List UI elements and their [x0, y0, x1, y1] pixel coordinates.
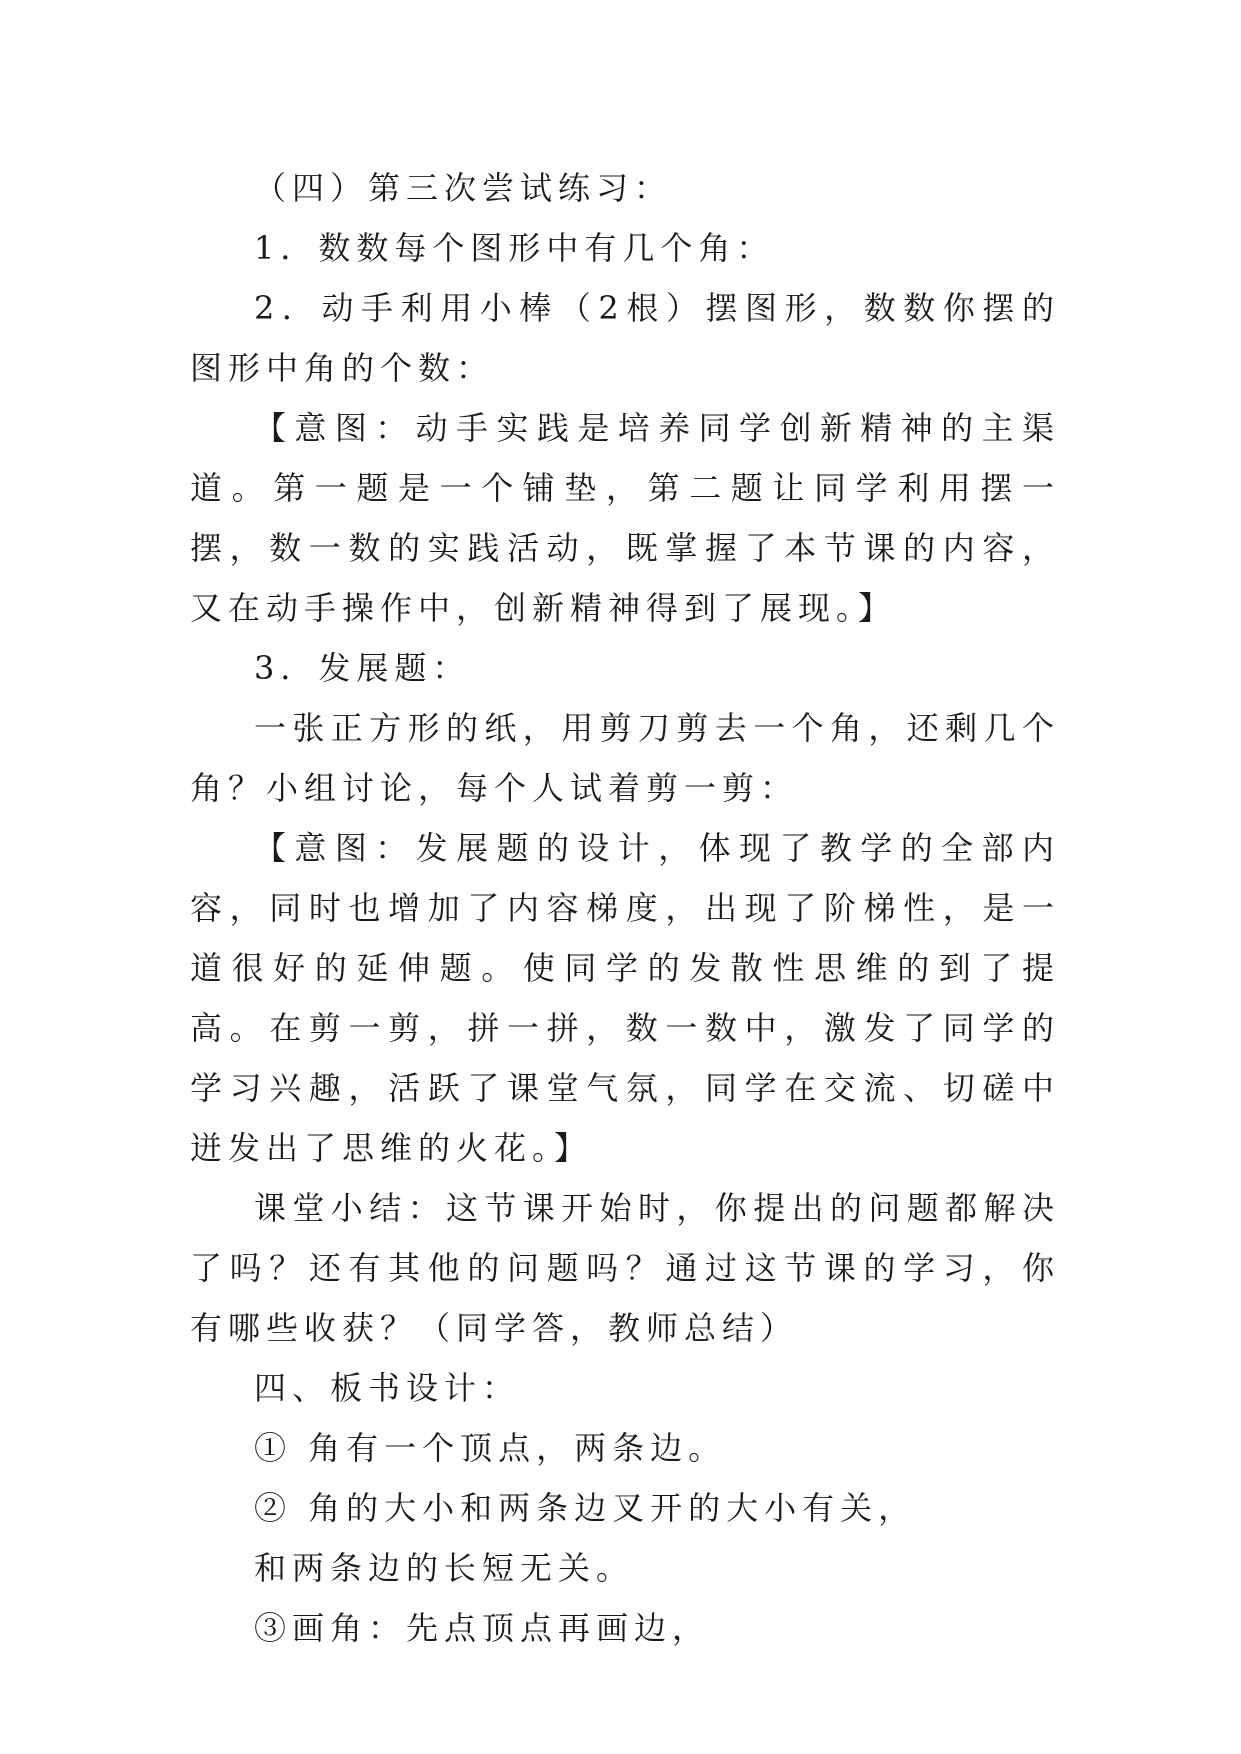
section-heading-practice: （四）第三次尝试练习：: [254, 169, 673, 207]
exercise-3-heading: 3．发展题：: [254, 649, 471, 687]
class-summary: 课堂小结：这节课开始时，你提出的问题都解决了吗？还有其他的问题吗？通过这节课的学习，你有哪些收获？（同学答，教师总结）: [190, 1189, 1060, 1347]
intent-note-1: 【意图：动手实践是培养同学创新精神的主渠道。第一题是一个铺垫，第二题让同学利用摆一摆，数一数的实践活动，既掌握了本节课的内容，又在动手操作中，创新精神得到了展现。】: [190, 409, 1060, 627]
exercise-1: 1．数数每个图形中有几个角：: [254, 229, 775, 267]
board-item-2-continued: 和两条边的长短无关。: [254, 1549, 635, 1587]
board-design-heading: 四、板书设计：: [254, 1369, 521, 1407]
exercise-3-body: 一张正方形的纸，用剪刀剪去一个角，还剩几个角？小组讨论，每个人试着剪一剪：: [190, 709, 1060, 807]
document-body: [190, 158, 1060, 1658]
intent-note-2: 【意图：发展题的设计，体现了教学的全部内容，同时也增加了内容梯度，出现了阶梯性，是一道很好的延伸题。使同学的发散性思维的到了提高。在剪一剪，拼一拼，数一数中，激发了同学的学习兴趣，活跃了课堂气氛，同学在交流、切磋中迸发出了思维的火花。】: [190, 829, 1060, 1167]
board-item-1: ① 角有一个顶点，两条边。: [254, 1429, 727, 1467]
board-item-3: ③画角：先点顶点再画边，: [254, 1609, 711, 1647]
exercise-2: 2．动手利用小棒（2根）摆图形，数数你摆的图形中角的个数：: [190, 289, 1060, 387]
board-item-2: ② 角的大小和两条边叉开的大小有关，: [254, 1489, 917, 1527]
